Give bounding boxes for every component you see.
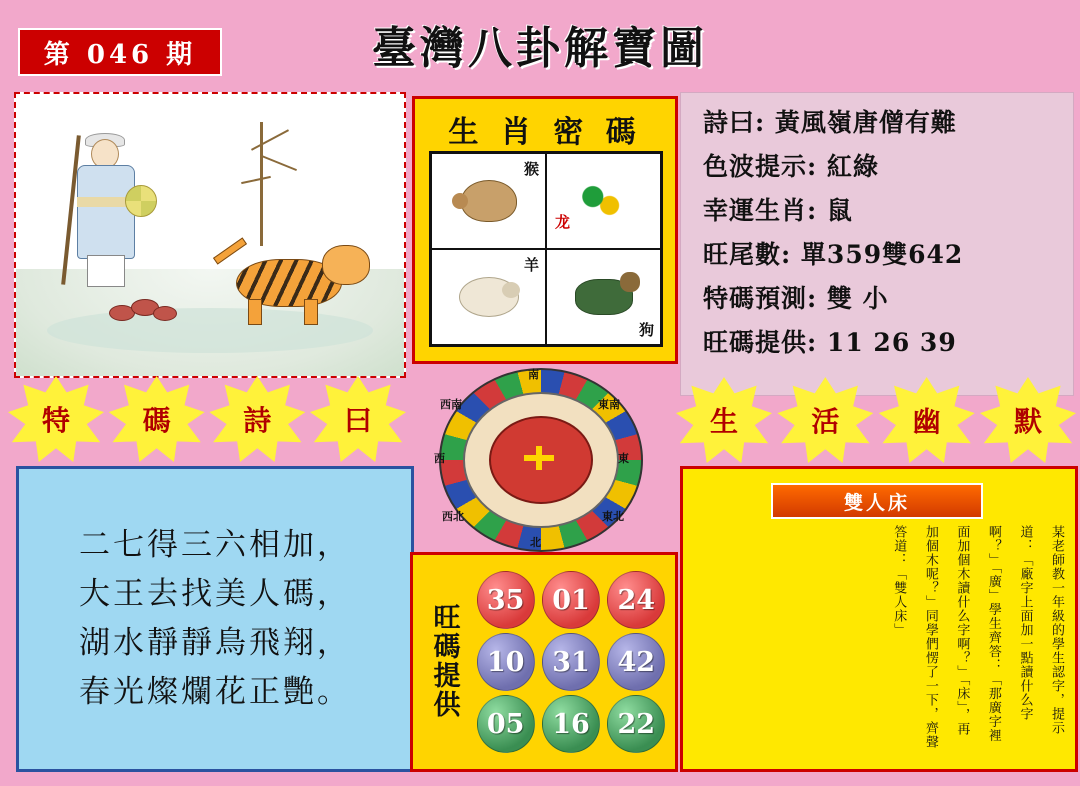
star-badge xyxy=(879,377,975,463)
number-ball-grid xyxy=(475,565,675,759)
star-badge xyxy=(310,376,406,462)
joke-title: 雙人床 xyxy=(771,483,983,519)
zodiac-cell-monkey xyxy=(431,153,546,249)
zodiac-grid xyxy=(429,151,663,347)
zodiac-cell-label: 狗 xyxy=(638,321,654,339)
joke-text-columns xyxy=(693,525,1065,757)
star-badge xyxy=(777,377,873,463)
hot-label-char: 提 xyxy=(433,661,461,692)
star-label: 曰 xyxy=(343,404,372,437)
hot-numbers-panel xyxy=(410,552,678,772)
left-star-banner xyxy=(8,376,406,462)
joke-column: 加個木呢？」同學們愣了一下，齊聲 xyxy=(922,525,938,749)
joke-column: 啊？」「廣」學生齊答：「那廣字裡 xyxy=(985,525,1001,743)
page-title: 臺灣八卦解寶圖 xyxy=(372,23,708,74)
star-badge xyxy=(980,377,1076,463)
bagua-wheel xyxy=(432,368,646,548)
zodiac-cell-dragon xyxy=(546,153,661,249)
star-label: 默 xyxy=(1013,405,1042,438)
legs-icon xyxy=(87,255,125,287)
joke-column: 答道：「雙人床」 xyxy=(891,525,907,637)
info-line: 色波提示: 紅綠 xyxy=(703,152,879,181)
bagua-label: 東 xyxy=(618,452,629,465)
joke-column: 某老師教一年級的學生認字，提示 xyxy=(1049,525,1064,735)
monk-figure xyxy=(63,139,155,314)
tree-icon xyxy=(260,122,263,246)
star-label: 碼 xyxy=(142,404,171,437)
star-label: 活 xyxy=(811,405,840,438)
star-label: 生 xyxy=(709,405,738,438)
poem-line: 二七得三六相加， xyxy=(79,527,351,564)
tree-branch-icon xyxy=(241,175,271,183)
tree-branch-icon xyxy=(261,155,297,171)
dog-icon xyxy=(575,279,633,315)
number-ball: 16 xyxy=(542,695,600,753)
zodiac-cell-label: 羊 xyxy=(523,256,539,274)
bagua-label: 西 xyxy=(434,452,445,465)
joke-panel xyxy=(680,466,1078,772)
right-star-banner xyxy=(676,378,1076,462)
number-ball: 24 xyxy=(607,571,665,629)
star-badge xyxy=(676,377,772,463)
joke-column: 道：「廠字上面加一點讀什么字 xyxy=(1017,525,1033,721)
number-ball: 22 xyxy=(607,695,665,753)
zodiac-cell-label: 猴 xyxy=(523,160,539,178)
number-ball: 35 xyxy=(477,571,535,629)
star-label: 詩 xyxy=(243,404,272,437)
info-line: 特碼預測: 雙 小 xyxy=(703,284,889,313)
zodiac-code-panel xyxy=(412,96,678,364)
hot-numbers-label xyxy=(419,604,475,721)
poem-line: 春光燦爛花正艷。 xyxy=(79,673,351,710)
tiger-leg-icon xyxy=(304,299,318,325)
robe-icon xyxy=(77,165,135,259)
monkey-icon xyxy=(461,180,517,222)
bagua-label: 北 xyxy=(530,536,541,549)
number-ball: 10 xyxy=(477,633,535,691)
poem-line: 湖水靜靜鳥飛翔， xyxy=(79,625,351,661)
fan-icon xyxy=(125,185,157,217)
poem-line: 大王去找美人碼， xyxy=(79,576,351,613)
zodiac-panel-title: 生 肖 密 碼 xyxy=(448,115,642,150)
number-ball: 01 xyxy=(542,571,600,629)
star-badge xyxy=(8,376,104,462)
star-label: 幽 xyxy=(912,405,941,438)
hot-label-char: 碼 xyxy=(433,631,461,663)
bagua-center-cross-icon xyxy=(524,446,554,470)
bagua-label: 西南 xyxy=(440,398,462,411)
hot-label-char: 旺 xyxy=(433,602,461,634)
info-line: 幸運生肖: 鼠 xyxy=(703,196,853,225)
number-ball: 05 xyxy=(477,695,535,753)
prediction-info-panel xyxy=(680,92,1074,396)
illustration-frame xyxy=(14,92,406,378)
bagua-label: 西北 xyxy=(442,510,464,523)
number-ball: 42 xyxy=(607,633,665,691)
star-label: 特 xyxy=(41,404,70,437)
bagua-label: 東南 xyxy=(598,398,620,411)
zodiac-cell-label: 龙 xyxy=(555,213,571,231)
joke-column: 面加個木讀什么字啊？」「床」，再 xyxy=(954,525,970,736)
tree-branch-icon xyxy=(251,129,289,150)
dragon-icon xyxy=(576,179,632,223)
number-ball: 31 xyxy=(542,633,600,691)
tiger-leg-icon xyxy=(248,299,262,325)
sheep-icon xyxy=(459,277,519,317)
stones-group xyxy=(109,297,179,323)
hot-label-char: 供 xyxy=(433,690,461,722)
zodiac-cell-dog xyxy=(546,249,661,345)
bagua-label: 東北 xyxy=(602,510,624,523)
tiger-head-icon xyxy=(322,245,370,285)
info-line: 旺碼提供: 11 26 39 xyxy=(703,328,957,357)
info-line: 旺尾數: 單359雙642 xyxy=(703,240,964,269)
info-line: 詩曰: 黃風嶺唐僧有難 xyxy=(703,108,957,137)
zodiac-cell-sheep xyxy=(431,249,546,345)
poem-box xyxy=(16,466,414,772)
tiger-figure xyxy=(226,241,376,327)
illustration-scene xyxy=(16,94,404,376)
star-badge xyxy=(209,376,305,462)
tiger-tail-icon xyxy=(212,237,246,264)
issue-badge: 第 046 期 xyxy=(18,28,222,76)
star-badge xyxy=(109,376,205,462)
bagua-label: 南 xyxy=(528,368,539,381)
stone-icon xyxy=(153,306,177,321)
